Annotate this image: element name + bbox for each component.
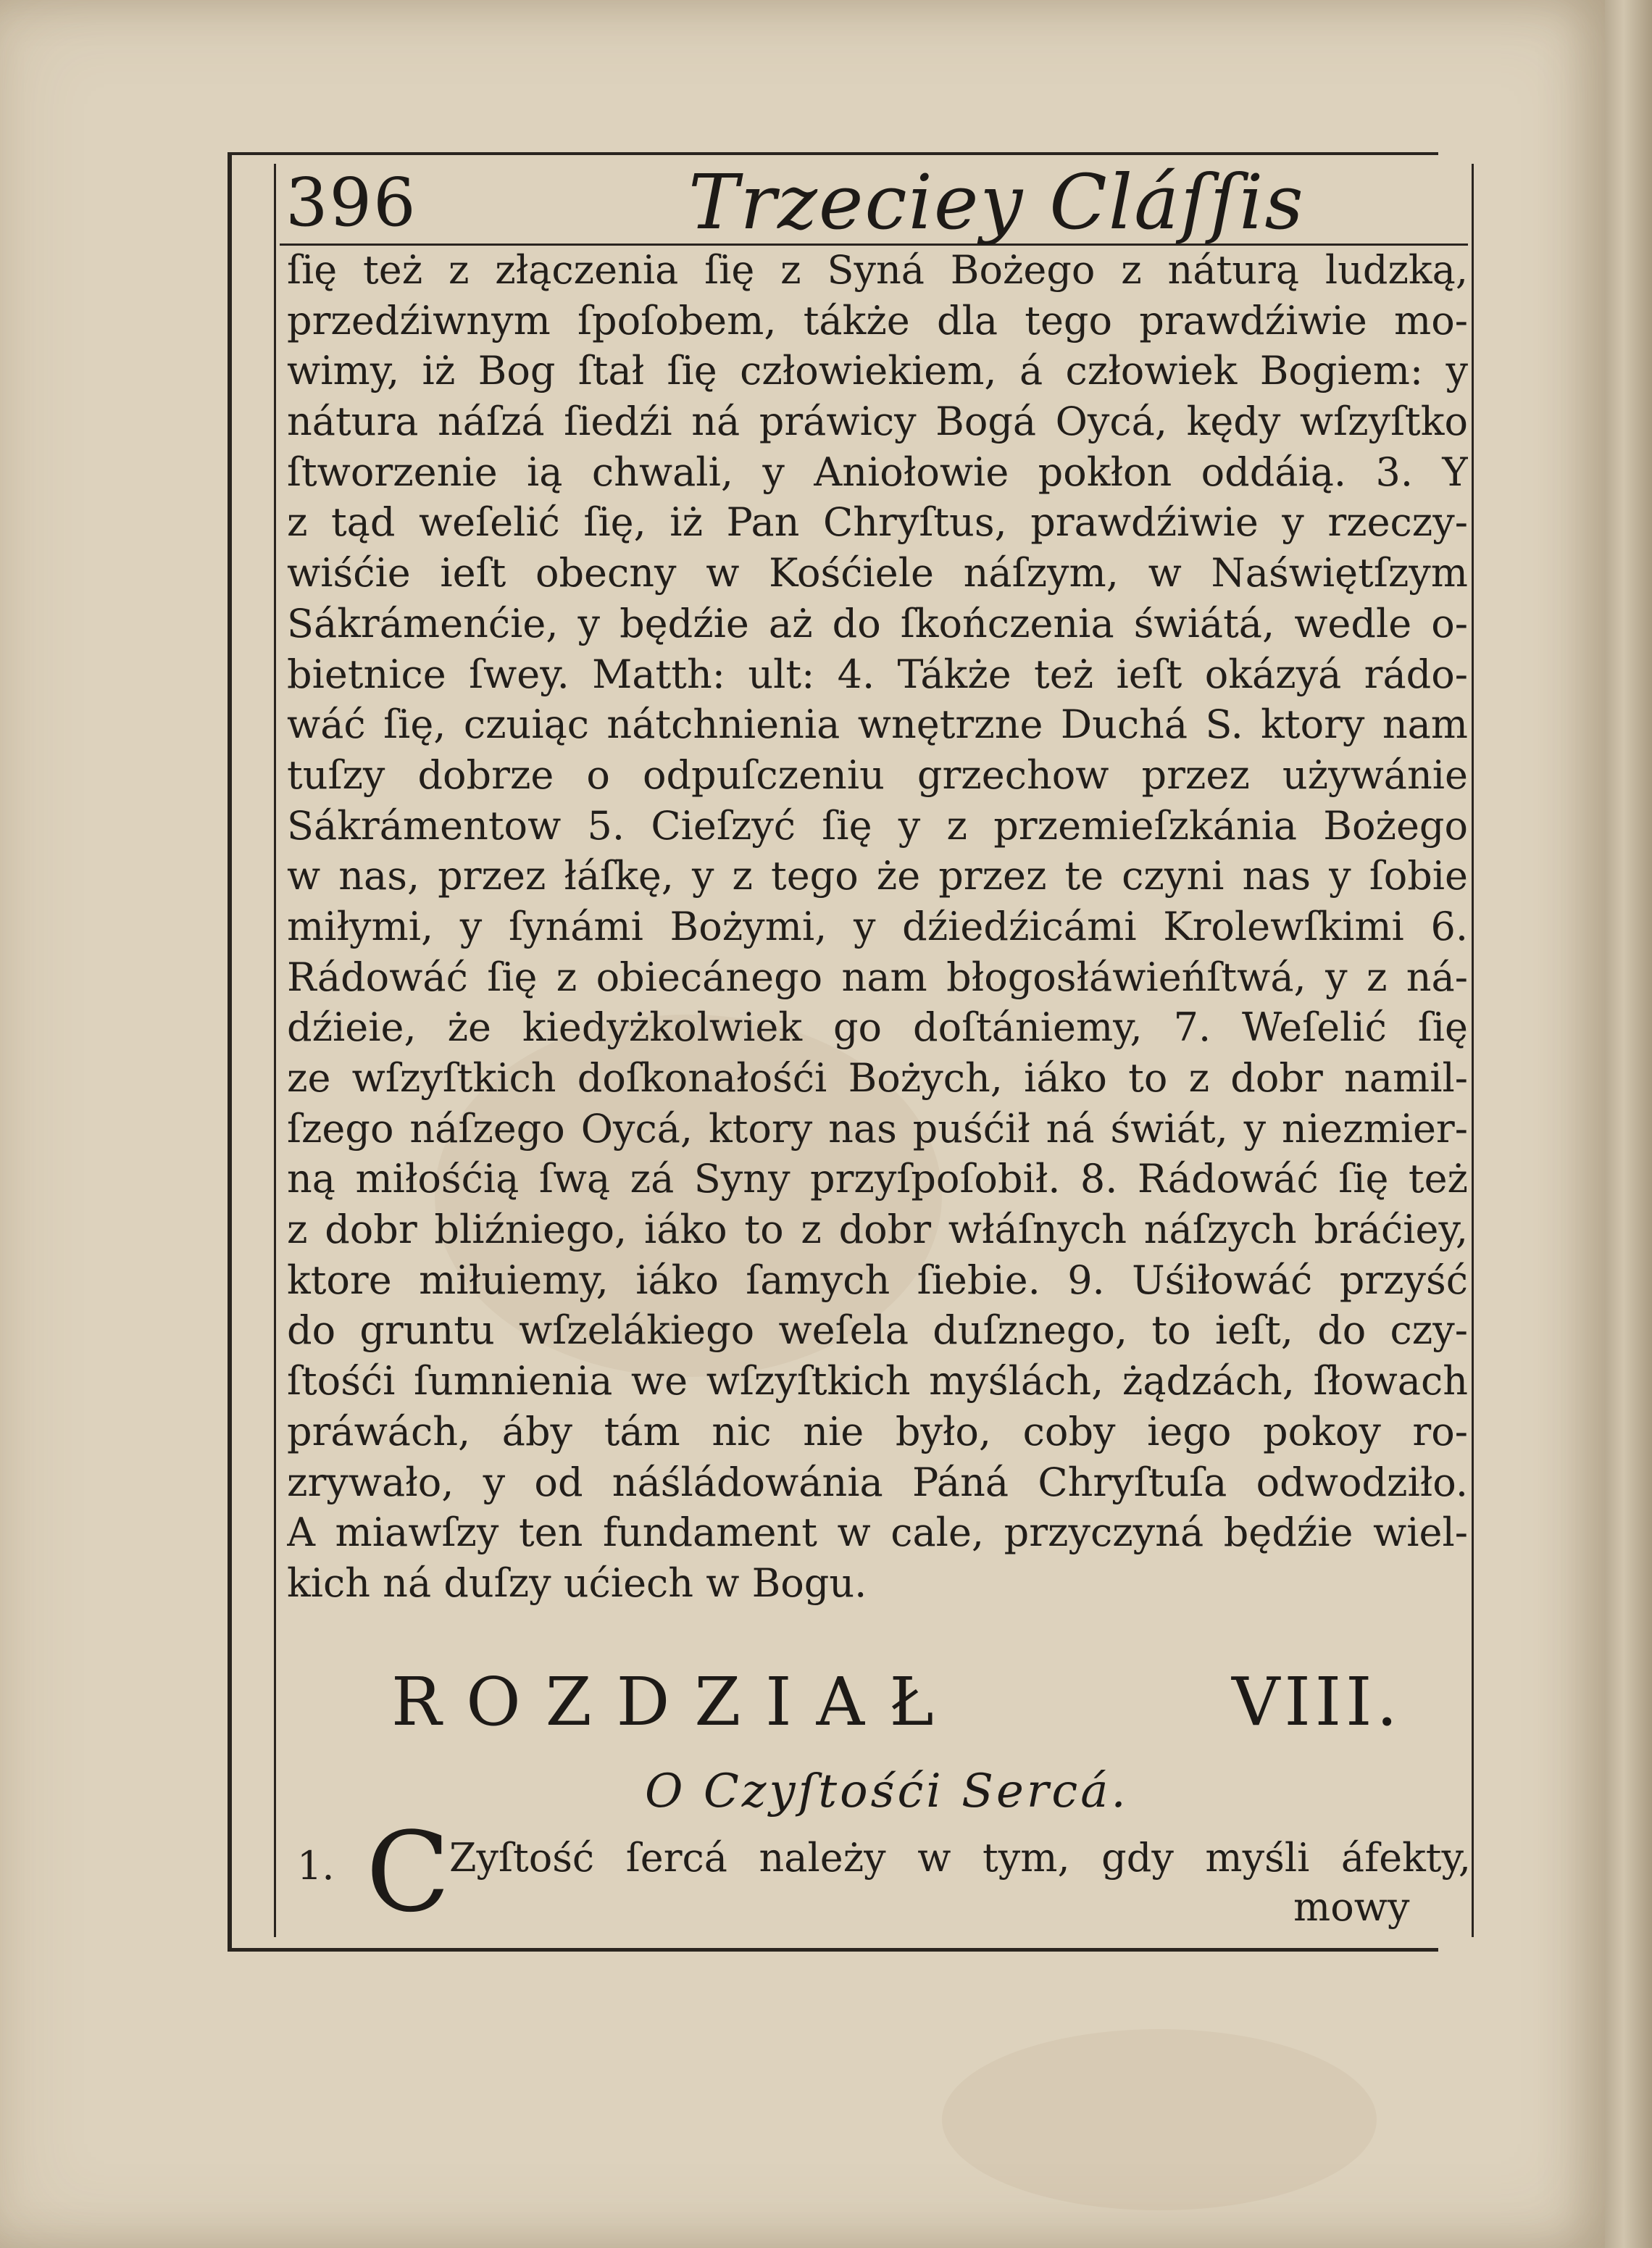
text-line: z dobr bliźniego, iáko to z dobr włáſnych náſzych bráćiey, <box>287 1207 1468 1253</box>
drop-cap: C <box>366 1808 451 1936</box>
text-line: bietnice ſwey. Matth: ult: 4. Tákże też ieſt okázyá rádo- <box>287 651 1468 697</box>
text-line: tuſzy dobrze o odpuſczeniu grzechow przez używánie <box>287 752 1468 798</box>
running-head: Trzeciey Cláſſis <box>688 158 1305 246</box>
paragraph-number: 1. <box>297 1843 335 1889</box>
text-line: ną miłośćią ſwą zá Syny przyſpoſobił. 8. Rádowáć ſię też <box>287 1156 1468 1202</box>
text-line: z tąd weſelić ſię, iż Pan Chryſtus, prawdźiwie y rzeczy- <box>287 499 1468 546</box>
text-line: ſzego náſzego Oycá, ktory nas puśćił ná świát, y niezmier- <box>287 1105 1468 1152</box>
text-line: ſię też z złączenia ſię z Syná Bożego z náturą ludzką, <box>287 247 1468 293</box>
text-line: wimy, iż Bog ſtał ſię człowiekiem, á człowiek Bogiem: y <box>287 348 1468 394</box>
chapter-number: VIII. <box>1232 1663 1402 1741</box>
text-line: wáć ſię, czuiąc nátchnienia wnętrzne Duchá S. ktory nam <box>287 702 1468 748</box>
text-line: Sákrámenćie, y będźie aż do ſkończenia świátá, wedle o- <box>287 600 1468 646</box>
text-line: kich ná duſzy ućiech w Bogu. <box>287 1560 867 1606</box>
catchword: mowy <box>1293 1884 1410 1930</box>
chapter-title: ROZDZIAŁ <box>391 1663 959 1741</box>
text-line: Sákrámentow 5. Cieſzyć ſię y z przemieſzkánia Bożego <box>287 802 1468 849</box>
text-line: dźieie, że kiedyżkolwiek go doſtániemy, 7. Weſelić ſię <box>287 1004 1468 1051</box>
paper-stain <box>942 2029 1377 2210</box>
text-line: ſtworzenie ią chwali, y Aniołowie pokłon oddáią. 3. Y <box>287 449 1468 495</box>
text-line: przedźiwnym ſpoſobem, tákże dla tego prawdźiwie mo- <box>287 297 1468 344</box>
body-text <box>287 245 1468 1609</box>
text-line: nátura náſzá ſiedźi ná práwicy Bogá Oycá, kędy wſzyſtko <box>287 399 1468 445</box>
text-line: w nas, przez łáſkę, y z tego że przez te czyni nas y ſobie <box>287 853 1468 899</box>
text-line: do gruntu wſzelákiego weſela duſznego, to ieſt, do czy- <box>287 1307 1468 1354</box>
text-line: wiśćie ieſt obecny w Kośćiele náſzym, w Naświętſzym <box>287 550 1468 596</box>
text-line: A miawſzy ten fundament w cale, przyczyná będźie wiel- <box>287 1510 1468 1556</box>
text-line: ktore miłuiemy, iáko ſamych ſiebie. 9. Uśiłowáć przyść <box>287 1257 1468 1303</box>
chapter-subtitle: O Czyſtośći Sercá. <box>645 1765 1129 1818</box>
text-line: práwách, áby tám nic nie było, coby iego pokoy ro- <box>287 1408 1468 1454</box>
adjacent-page-edge <box>1605 0 1652 2248</box>
text-line: ſtośći ſumnienia we wſzyſtkich myślách, żądzách, ſłowach <box>287 1358 1468 1404</box>
paragraph-first-line: Zyſtość ſercá należy w tym, gdy myśli áfekty, <box>449 1835 1471 1881</box>
text-line: miłymi, y ſynámi Bożymi, y dźiedźicámi Krolewſkimi 6. <box>287 903 1468 949</box>
text-line: Rádowáć ſię z obiecánego nam błogosłáwieńſtwá, y z ná- <box>287 954 1468 1000</box>
page-number: 396 <box>285 164 417 241</box>
text-line: ze wſzyſtkich doſkonałośći Bożych, iáko to z dobr namil- <box>287 1055 1468 1101</box>
text-line: zrywało, y od náśládowánia Páná Chryſtuſa odwodziło. <box>287 1459 1468 1505</box>
